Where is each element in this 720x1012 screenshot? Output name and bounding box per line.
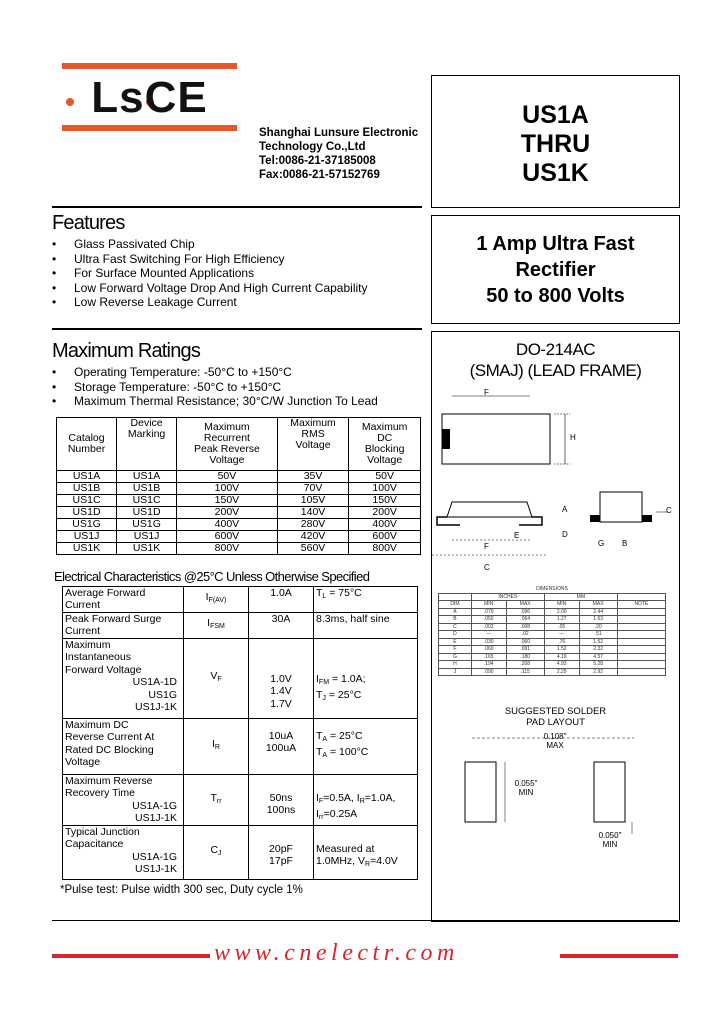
footer-url[interactable]: www.cnelectr.com	[214, 940, 459, 966]
electrical-symbol: $I_R$	[184, 719, 249, 775]
dim-cell: 1.52	[544, 646, 579, 654]
electrical-symbol: $I_{FSM}$	[184, 613, 249, 639]
feature-item: • Low Reverse Leakage Current	[52, 295, 422, 310]
ratings-cell: 400V	[349, 519, 421, 531]
electrical-row	[63, 825, 418, 879]
electrical-condition: $I_F=0.5A$, $I_R=1.0A$, $I_{rr}=0.25A$	[314, 775, 418, 826]
dim-cell: .060	[506, 638, 544, 646]
dim-row	[439, 608, 666, 616]
dim-cell	[617, 661, 665, 669]
company-fax: Fax:0086-21-57152769	[259, 169, 380, 181]
dim-row	[439, 616, 666, 624]
product-title-box	[431, 215, 680, 324]
dim-cell	[617, 623, 665, 631]
dim-label-h: H	[570, 433, 576, 442]
electrical-param: Typical Junction Capacitance US1A-1G US1J-1K	[63, 825, 184, 879]
col-device-marking: Device Marking	[117, 418, 177, 471]
ratings-cell: 150V	[177, 495, 278, 507]
rating-item: • Storage Temperature: -50°C to +150°C	[52, 380, 422, 395]
logo-bar-bottom	[62, 125, 237, 131]
ratings-cell: US1G	[117, 519, 177, 531]
dim-cell: .51	[579, 631, 617, 639]
ratings-cell: 50V	[349, 471, 421, 483]
features-list	[52, 237, 422, 310]
ratings-row	[57, 531, 421, 543]
electrical-param: Peak Forward Surge Current	[63, 613, 184, 639]
dim-cell: 1.27	[544, 616, 579, 624]
electrical-condition: $I_{FM} = 1.0A$; $T_J = 25^\circ C$	[314, 639, 418, 719]
max-ratings-title: Maximum Ratings	[52, 340, 201, 362]
solder-height: 0.055" MIN	[514, 779, 538, 797]
package-title-1: DO-214AC	[515, 340, 596, 359]
electrical-symbol: $V_F$	[184, 639, 249, 719]
ratings-cell: 140V	[277, 507, 349, 519]
ratings-cell: 280V	[277, 519, 349, 531]
dim-cell: 2.00	[544, 608, 579, 616]
dim-cell: .008	[506, 623, 544, 631]
dim-label-f-top: F	[484, 388, 489, 397]
dim-cell: H	[439, 661, 472, 669]
dim-cell: J	[439, 668, 472, 676]
ratings-row	[57, 483, 421, 495]
feature-item: • For Surface Mounted Applications	[52, 266, 422, 281]
solder-title-2: PAD LAYOUT	[526, 717, 585, 728]
dim-cell: .20	[579, 623, 617, 631]
dim-cell: 2.32	[579, 646, 617, 654]
dim-cell: .079	[471, 608, 506, 616]
product-title-line-1: 1 Amp Ultra Fast	[476, 233, 635, 255]
dim-header-row: DIM MIN MAX MIN MAX NOTE	[439, 601, 666, 609]
dim-cell: .050	[471, 616, 506, 624]
package-side-view	[432, 482, 679, 562]
dim-cell: 1.52	[579, 638, 617, 646]
footer-line-right	[560, 954, 678, 958]
electrical-value: 1.0A	[249, 587, 314, 613]
dim-cell: 1.63	[579, 616, 617, 624]
dim-cell	[617, 631, 665, 639]
ratings-cell: US1C	[117, 495, 177, 507]
ratings-cell: US1D	[117, 507, 177, 519]
electrical-condition: Measured at 1.0MHz, $V_R=4.0V$	[314, 825, 418, 879]
dim-cell: 5.28	[579, 661, 617, 669]
dim-cell	[617, 608, 665, 616]
solder-gap: 0.050"	[598, 831, 622, 840]
dim-cell: .030	[471, 638, 506, 646]
logo-text: LsCE	[91, 73, 208, 122]
ratings-cell: US1J	[117, 531, 177, 543]
features-divider	[52, 206, 422, 208]
electrical-title: Electrical Characteristics @25°C Unless Otherwise Specified	[54, 569, 370, 584]
electrical-value: 1.0V 1.4V 1.7V	[249, 639, 314, 719]
electrical-condition: $T_A = 25^\circ C$ $T_A = 100^\circ C$	[314, 719, 418, 775]
dim-cell: B	[439, 616, 472, 624]
max-ratings-divider	[52, 328, 422, 330]
company-info	[259, 126, 418, 182]
footer-line-left	[52, 954, 210, 958]
dim-row	[439, 631, 666, 639]
electrical-value: 30A	[249, 613, 314, 639]
dim-cell: 2.44	[579, 608, 617, 616]
electrical-symbol: $C_J$	[184, 825, 249, 879]
electrical-row	[63, 775, 418, 826]
dim-cell	[617, 668, 665, 676]
solder-width-sub: MAX	[546, 741, 564, 750]
dim-cell: 4.57	[579, 653, 617, 661]
ratings-cell: 35V	[277, 471, 349, 483]
electrical-row	[63, 613, 418, 639]
electrical-value: 50ns 100ns	[249, 775, 314, 826]
max-ratings-list	[52, 365, 422, 409]
dim-cell: E	[439, 638, 472, 646]
solder-title-1: SUGGESTED SOLDER	[504, 706, 607, 717]
ratings-cell: US1A	[117, 471, 177, 483]
pulse-footnote: *Pulse test: Pulse width 300 sec, Duty cycle 1%	[60, 884, 303, 896]
dim-cell: 4.93	[544, 661, 579, 669]
dim-cell: .090	[471, 668, 506, 676]
rating-item: • Operating Temperature: -50°C to +150°C	[52, 365, 422, 380]
electrical-symbol: $I_{F(AV)}$	[184, 587, 249, 613]
feature-item: • Ultra Fast Switching For High Efficiency	[52, 252, 422, 267]
dimensions-title: DIMENSIONS	[439, 586, 666, 593]
dim-label-f-side: F	[484, 542, 489, 551]
dim-cell: D	[439, 631, 472, 639]
ratings-cell: 70V	[277, 483, 349, 495]
company-name-line2: Technology Co.,Ltd	[259, 141, 366, 153]
dim-cell: 2.92	[579, 668, 617, 676]
footer-divider	[52, 920, 678, 921]
ratings-cell: 800V	[349, 543, 421, 555]
electrical-row	[63, 719, 418, 775]
ratings-cell: US1D	[57, 507, 117, 519]
part-number-box	[431, 75, 680, 208]
part-line-1: US1A	[522, 101, 589, 129]
dim-cell	[617, 653, 665, 661]
electrical-table	[62, 586, 418, 880]
dim-row	[439, 646, 666, 654]
ratings-cell: 100V	[177, 483, 278, 495]
dim-cell	[617, 646, 665, 654]
ratings-cell: 105V	[277, 495, 349, 507]
dim-cell: 4.19	[544, 653, 579, 661]
dim-group-mm: MM	[544, 593, 617, 601]
ratings-cell: 600V	[349, 531, 421, 543]
electrical-value: 20pF 17pF	[249, 825, 314, 879]
electrical-row	[63, 587, 418, 613]
company-logo	[62, 72, 237, 124]
part-line-3: US1K	[522, 159, 589, 187]
dim-row	[439, 661, 666, 669]
package-title-2: (SMAJ) (LEAD FRAME)	[469, 361, 642, 380]
dim-cell: .208	[506, 661, 544, 669]
dim-cell: .180	[506, 653, 544, 661]
feature-item: • Low Forward Voltage Drop And High Current Capability	[52, 281, 422, 296]
dim-cell: .096	[506, 608, 544, 616]
solder-width: 0.108"	[543, 732, 567, 741]
col-rms-voltage: Maximum RMS Voltage	[277, 418, 349, 471]
electrical-symbol: $T_{rr}$	[184, 775, 249, 826]
dim-cell: A	[439, 608, 472, 616]
ratings-table	[56, 417, 421, 555]
dim-cell: G	[439, 653, 472, 661]
col-recurrent-voltage: Maximum Recurrent Peak Reverse Voltage	[177, 418, 278, 471]
dim-label-c: C	[666, 506, 672, 515]
ratings-cell: 50V	[177, 471, 278, 483]
ratings-cell: 100V	[349, 483, 421, 495]
dim-label-b: B	[622, 539, 628, 548]
rating-item: • Maximum Thermal Resistance; 30°C/W Junction To Lead	[52, 394, 422, 409]
dim-cell: .76	[544, 638, 579, 646]
ratings-cell: 600V	[177, 531, 278, 543]
dim-label-e: E	[514, 531, 520, 540]
dim-label-d: D	[562, 530, 568, 539]
electrical-condition: 8.3ms, half sine	[314, 613, 418, 639]
dim-cell: F	[439, 646, 472, 654]
part-line-2: THRU	[520, 130, 591, 158]
dim-label-a: A	[562, 505, 568, 514]
logo-bar-top	[62, 63, 237, 69]
electrical-param: Maximum DC Reverse Current At Rated DC Blocking Voltage	[63, 719, 184, 775]
col-catalog-number: Catalog Number	[57, 418, 117, 471]
features-title: Features	[52, 212, 125, 234]
dim-cell: ---	[544, 631, 579, 639]
ratings-cell: US1K	[57, 543, 117, 555]
ratings-cell: US1B	[117, 483, 177, 495]
dim-cell: 2.29	[544, 668, 579, 676]
dim-cell: .060	[471, 646, 506, 654]
dim-row	[439, 653, 666, 661]
ratings-cell: 150V	[349, 495, 421, 507]
dim-cell: .115	[506, 668, 544, 676]
solder-gap-sub: MIN	[602, 840, 618, 849]
package-box	[431, 331, 680, 922]
dim-group-inches: INCHES	[471, 593, 544, 601]
dim-label-c-bottom: C	[484, 563, 490, 572]
dim-cell	[617, 616, 665, 624]
dim-cell: ---	[471, 631, 506, 639]
ratings-row	[57, 507, 421, 519]
ratings-cell: 200V	[177, 507, 278, 519]
dim-cell: .165	[471, 653, 506, 661]
dim-cell: C	[439, 623, 472, 631]
dim-cell: .02	[506, 631, 544, 639]
ratings-cell: US1B	[57, 483, 117, 495]
dimensions-table	[438, 586, 666, 676]
ratings-cell: US1A	[57, 471, 117, 483]
ratings-cell: US1G	[57, 519, 117, 531]
product-title-line-3: 50 to 800 Volts	[486, 285, 625, 307]
ratings-row	[57, 495, 421, 507]
dim-cell: .091	[506, 646, 544, 654]
dim-row	[439, 638, 666, 646]
ratings-cell: US1C	[57, 495, 117, 507]
electrical-param: Maximum Reverse Recovery Time US1A-1G US1J-1K	[63, 775, 184, 826]
ratings-row	[57, 519, 421, 531]
dim-cell: .05	[544, 623, 579, 631]
ratings-cell: US1J	[57, 531, 117, 543]
electrical-param: Maximum Instantaneous Forward Voltage US1A-1D US1G US1J-1K	[63, 639, 184, 719]
company-tel: Tel:0086-21-37185008	[259, 155, 376, 167]
dim-label-g: G	[598, 539, 605, 548]
electrical-param: Average Forward Current	[63, 587, 184, 613]
product-title-line-2: Rectifier	[515, 259, 596, 281]
dim-cell	[617, 638, 665, 646]
electrical-condition: $T_L = 75^\circ C$	[314, 587, 418, 613]
dim-cell: .064	[506, 616, 544, 624]
company-name: Shanghai Lunsure Electronic	[259, 127, 419, 139]
ratings-cell: 420V	[277, 531, 349, 543]
ratings-cell: US1K	[117, 543, 177, 555]
ratings-cell: 800V	[177, 543, 278, 555]
dim-row	[439, 623, 666, 631]
electrical-value: 10uA 100uA	[249, 719, 314, 775]
ratings-cell: 200V	[349, 507, 421, 519]
ratings-header-row	[57, 418, 421, 471]
ratings-row	[57, 543, 421, 555]
ratings-cell: 560V	[277, 543, 349, 555]
dim-cell: .194	[471, 661, 506, 669]
dim-row	[439, 668, 666, 676]
ratings-cell: 400V	[177, 519, 278, 531]
electrical-row	[63, 639, 418, 719]
ratings-row	[57, 471, 421, 483]
feature-item: • Glass Passivated Chip	[52, 237, 422, 252]
col-dc-blocking-voltage: Maximum DC Blocking Voltage	[349, 418, 421, 471]
dim-cell: .002	[471, 623, 506, 631]
